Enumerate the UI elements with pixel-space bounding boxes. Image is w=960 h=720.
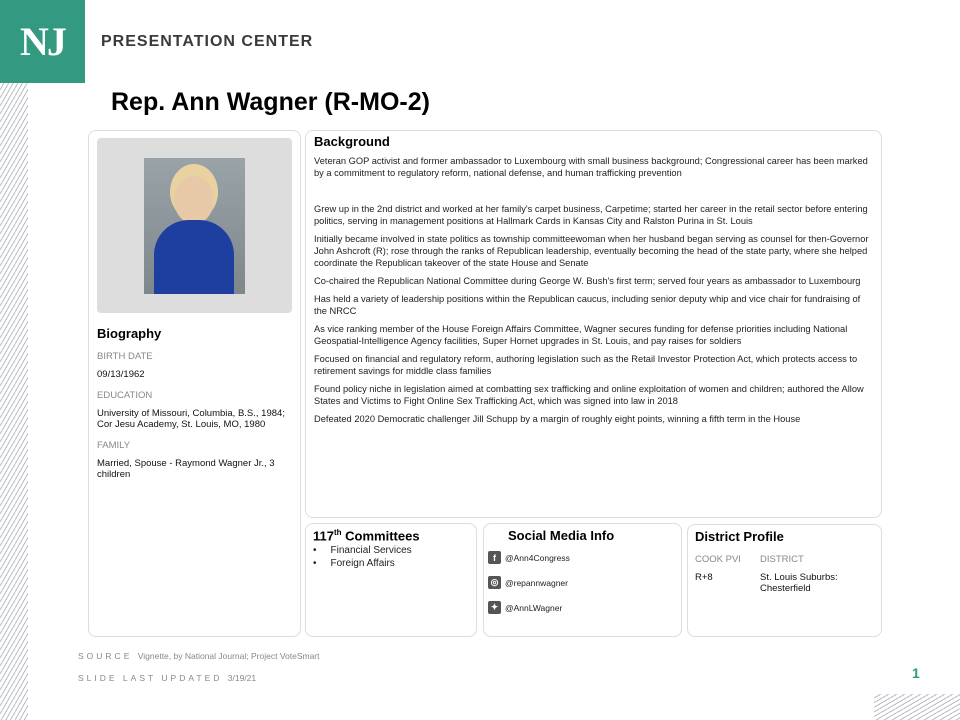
- background-item: Veteran GOP activist and former ambassador to Luxembourg with small business background; Congressional career has been marked by a commitment to regulatory reform, national defense, and human trafficking prevention: [314, 156, 868, 178]
- nj-logo: NJ: [0, 0, 85, 83]
- social-media-heading: Social Media Info: [508, 528, 615, 543]
- instagram-icon: ◎: [488, 576, 501, 589]
- birth-date: 09/13/1962: [97, 369, 145, 380]
- background-item: Initially became involved in state politics as township committeewoman when her husband began serving as counsel for then-Governor John Ashcroft (R); rose through the ranks of Republican leadership, eventually becoming the head of the state party, where she helped coordinate the Republican takeover of the state House and Senate: [314, 234, 869, 268]
- committees-panel: [305, 523, 477, 637]
- background-item: Grew up in the 2nd district and worked at her family's carpet business, Carpetime; started her career in the retail sector before entering politics, serving in management positions at Hallmark Cards in Kansas City and Ralston Purina in St. Louis: [314, 204, 868, 226]
- page-number: 1: [912, 665, 920, 681]
- committee-item: • Financial Services: [313, 545, 412, 557]
- background-item: As vice ranking member of the House Foreign Affairs Committee, Wagner secures funding for defense priorities including National Geospatial-Intelligence Agency facilities, Super Hornet upgrades in St. Louis, and pay raises for soldiers: [314, 324, 848, 346]
- page-title: Rep. Ann Wagner (R-MO-2): [111, 88, 430, 116]
- twitter-link[interactable]: ✦ @AnnLWagner: [488, 601, 677, 614]
- district: St. Louis Suburbs: Chesterfield: [760, 572, 838, 594]
- committee-item: • Foreign Affairs: [313, 558, 395, 570]
- birth-date-label: BIRTH DATE: [97, 351, 153, 362]
- twitter-icon: ✦: [488, 601, 501, 614]
- background-item: Co-chaired the Republican National Committee during George W. Bush's first term; served four years as ambassador to Luxembourg: [314, 276, 861, 286]
- background-heading: Background: [314, 134, 390, 149]
- source-line: SOURCE Vignette, by National Journal; Project VoteSmart: [78, 651, 320, 661]
- education-label: EDUCATION: [97, 390, 153, 401]
- background-item: Found policy niche in legislation aimed at combatting sex trafficking and online exploitation of women and children; authored the Allow States and Victims to Fight Online Sex Trafficking Act, which was signed into law in 2018: [314, 384, 864, 406]
- background-item: Focused on financial and regulatory reform, authoring legislation such as the Retail Investor Protection Act, which protects access to retirement savings for middle class families: [314, 354, 858, 376]
- cook-pvi-label: COOK PVI: [695, 554, 741, 565]
- committees-heading: 117th Committees: [313, 528, 420, 544]
- social-media-panel: [483, 523, 682, 637]
- background-item: Defeated 2020 Democratic challenger Jill Schupp by a margin of roughly eight points, winning a fifth term in the House: [314, 414, 801, 424]
- cook-pvi: R+8: [695, 572, 713, 583]
- district-profile-panel: [687, 524, 882, 637]
- facebook-icon: f: [488, 551, 501, 564]
- decorative-stripes: [0, 83, 28, 720]
- portrait-photo: [97, 138, 292, 313]
- biography-heading: Biography: [97, 326, 162, 341]
- background-item: Has held a variety of leadership positions within the Republican caucus, including senior deputy whip and vice chair for fundraising of the NRCC: [314, 294, 861, 316]
- instagram-link[interactable]: ◎ @repannwagner: [488, 576, 677, 589]
- presentation-center-label: PRESENTATION CENTER: [101, 33, 314, 50]
- facebook-link[interactable]: f @Ann4Congress: [488, 551, 677, 564]
- background-panel: [305, 130, 882, 518]
- education: University of Missouri, Columbia, B.S., 1984; Cor Jesu Academy, St. Louis, MO, 1980: [97, 408, 285, 430]
- last-updated-line: SLIDE LAST UPDATED 3/19/21: [78, 673, 257, 683]
- decorative-stripes: [874, 694, 960, 720]
- biography-panel: [88, 130, 301, 637]
- district-profile-heading: District Profile: [695, 529, 784, 544]
- family: Married, Spouse - Raymond Wagner Jr., 3 children: [97, 458, 275, 480]
- family-label: FAMILY: [97, 440, 131, 451]
- district-label: DISTRICT: [760, 554, 804, 565]
